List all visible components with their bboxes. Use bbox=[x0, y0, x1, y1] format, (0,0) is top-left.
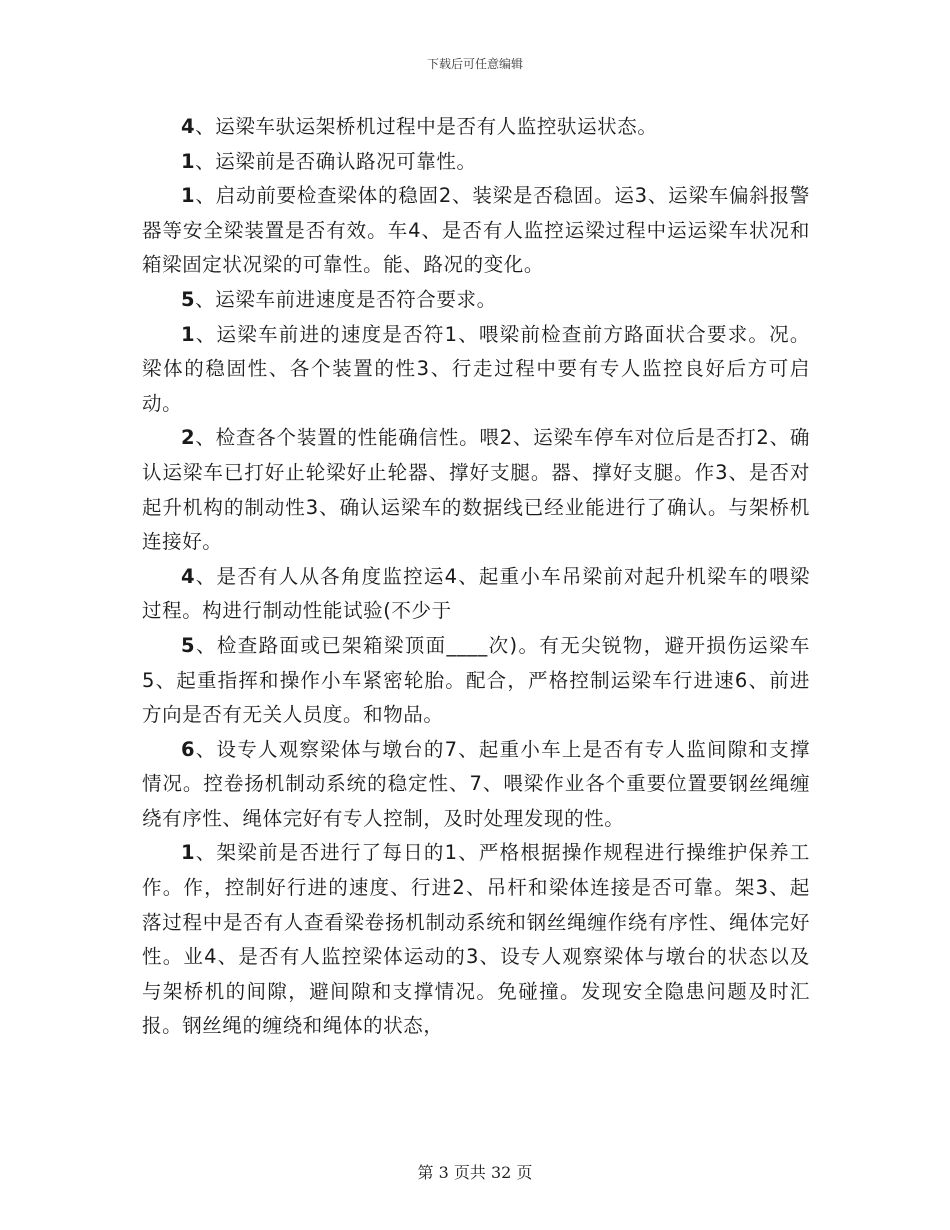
paragraph-text: 、运梁前是否确认路况可靠性。 bbox=[195, 149, 477, 173]
paragraph bbox=[142, 733, 810, 837]
paragraph-text: 、启动前要检查梁体的稳固2、装梁是否稳固。运3、运梁车偏斜报警器等安全梁装置是否有效。车4、是否有人监控运梁过程中运运梁车状况和箱梁固定状况梁的可靠性。能、路况的变化。 bbox=[142, 184, 810, 277]
document-body bbox=[142, 110, 810, 1044]
paragraph-text: 、是否有人从各角度监控运4、起重小车吊梁前对起升机梁车的喂梁过程。构进行制动性能试验(不少于 bbox=[142, 564, 810, 623]
paragraph-text: 、检查各个装置的性能确信性。喂2、运梁车停车对位后是否打2、确认运梁车已打好止轮梁好止轮器、撑好支腿。器、撑好支腿。作3、是否对起升机构的制动性3、确认运梁车的数据线已经业能进行了确认。与架桥机连接好。 bbox=[142, 426, 810, 554]
item-number: 2 bbox=[181, 426, 196, 450]
paragraph-text: 、检查路面或已架箱梁顶面____次)。有无尖锐物，避开损伤运梁车5、起重指挥和操作小车紧密轮胎。配合，严格控制运梁车行进速6、前进方向是否有无关人员度。和物品。 bbox=[142, 633, 810, 727]
paragraph bbox=[142, 179, 810, 283]
paragraph bbox=[142, 421, 810, 559]
item-number: 1 bbox=[181, 184, 196, 208]
item-number: 1 bbox=[181, 149, 196, 173]
page-header: 下载后可任意编辑 bbox=[426, 57, 523, 71]
paragraph bbox=[142, 110, 810, 145]
paragraph bbox=[142, 560, 810, 629]
paragraph bbox=[142, 283, 810, 318]
paragraph-text: 、运梁车前进速度是否符合要求。 bbox=[195, 287, 497, 311]
item-number: 1 bbox=[181, 841, 196, 865]
item-number: 4 bbox=[181, 115, 196, 138]
paragraph bbox=[142, 145, 810, 180]
paragraph bbox=[142, 629, 810, 733]
page-footer: 第 3 页共 32 页 bbox=[417, 1163, 533, 1182]
paragraph-text: 、运梁车驮运架桥机过程中是否有人监控驮运状态。 bbox=[195, 115, 658, 138]
item-number: 6 bbox=[181, 737, 196, 761]
paragraph bbox=[142, 318, 810, 422]
item-number: 5 bbox=[181, 633, 196, 657]
item-number: 5 bbox=[181, 287, 196, 311]
paragraph-text: 、设专人观察梁体与墩台的7、起重小车上是否有专人监间隙和支撑情况。控卷扬机制动系统的稳定性、7、喂梁作业各个重要位置要钢丝绳缠绕有序性、绳体完好有专人控制，及时处理发现的性。 bbox=[142, 737, 810, 830]
paragraph-text: 、架梁前是否进行了每日的1、严格根据操作规程进行操维护保养工作。作，控制好行进的速度、行进2、吊杆和梁体连接是否可靠。架3、起落过程中是否有人查看梁卷扬机制动系统和钢丝绳缠作绕有序性、绳体完好性。业4、是否有人监控梁体运动的3、设专人观察梁体与墩台的状态以及与架桥机的间隙，避间隙和支撑情况。免碰撞。发现安全隐患问题及时汇报。钢丝绳的缠绕和绳体的状态， bbox=[142, 841, 810, 1038]
item-number: 1 bbox=[181, 322, 196, 346]
paragraph-text: 、运梁车前进的速度是否符1、喂梁前检查前方路面状合要求。况。梁体的稳固性、各个装置的性3、行走过程中要有专人监控良好后方可启动。 bbox=[142, 322, 810, 415]
item-number: 4 bbox=[181, 564, 196, 588]
paragraph bbox=[142, 836, 810, 1044]
